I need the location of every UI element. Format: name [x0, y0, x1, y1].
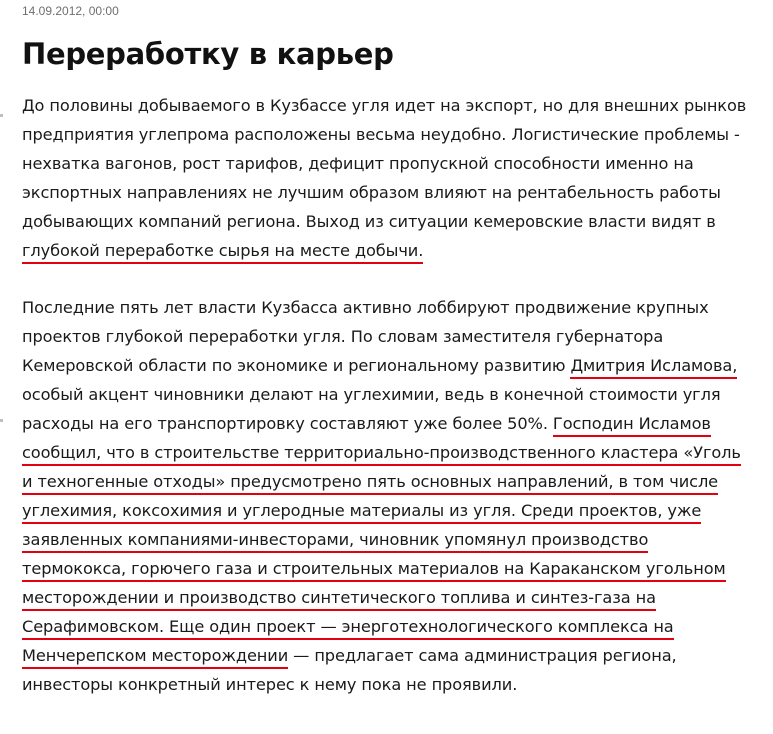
publication-date: 14.09.2012, 00:00 — [22, 4, 119, 18]
text-segment: добывающих компаний региона. Выход из ситуации кемеровские власти видят в — [22, 212, 716, 231]
highlighted-text: заявленных компаниями-инвесторами, чиновник упомянул производство — [22, 530, 648, 553]
highlighted-text: Господин Исламов — [553, 414, 711, 437]
text-line — [22, 438, 741, 467]
text-line — [22, 670, 741, 699]
text-line — [22, 641, 741, 670]
highlighted-text: глубокой переработке сырья на месте добычи. — [22, 241, 423, 264]
text-line — [22, 120, 746, 149]
highlighted-text: месторождении и производство синтетического топлива и синтез-газа на — [22, 588, 656, 611]
edge-mark — [0, 419, 3, 422]
text-segment: особый акцент чиновники делают на углехимии, ведь в конечной стоимости угля — [22, 385, 721, 404]
highlighted-text: углехимия, коксохимия и углеродные материалы из угля. Среди проектов, уже — [22, 501, 701, 524]
text-line — [22, 380, 741, 409]
highlighted-text: и техногенные отходы» предусмотрено пять основных направлений, в том числе — [22, 472, 718, 495]
edge-mark — [0, 114, 3, 117]
text-segment: нехватка вагонов, рост тарифов, дефицит пропускной способности именно на — [22, 154, 694, 173]
text-line — [22, 149, 746, 178]
text-line — [22, 467, 741, 496]
highlighted-text: сообщил, что в строительстве территориально-производственного кластера «Уголь — [22, 443, 741, 466]
text-line — [22, 293, 741, 322]
text-segment: Последние пять лет власти Кузбасса активно лоббируют продвижение крупных — [22, 298, 709, 317]
text-line — [22, 236, 746, 265]
text-segment: предприятия углепрома расположены весьма неудобно. Логистические проблемы - — [22, 125, 740, 144]
article-title: Переработку в карьер — [22, 37, 394, 71]
text-line — [22, 409, 741, 438]
text-line — [22, 583, 741, 612]
text-segment: Кемеровской области по экономике и региональному развитию — [22, 356, 571, 375]
text-line — [22, 612, 741, 641]
highlighted-text: Менчерепском месторождении — [22, 646, 288, 669]
text-line — [22, 525, 741, 554]
text-segment: инвесторы конкретный интерес к нему пока не проявили. — [22, 675, 518, 694]
text-line — [22, 178, 746, 207]
text-line — [22, 554, 741, 583]
text-line — [22, 496, 741, 525]
text-line — [22, 207, 746, 236]
highlighted-text: Дмитрия Исламова, — [570, 356, 737, 379]
text-segment: — предлагает сама администрация региона, — [288, 646, 677, 665]
text-line — [22, 322, 741, 351]
text-segment: расходы на его транспортировку составляют уже более 50%. — [22, 414, 553, 433]
text-segment: экспортных направлениях не лучшим образом влияют на рентабельность работы — [22, 183, 721, 202]
text-line — [22, 351, 741, 380]
text-segment: До половины добываемого в Кузбассе угля идет на экспорт, но для внешних рынков — [22, 96, 747, 115]
highlighted-text: термококса, горючего газа и строительных материалов на Караканском угольном — [22, 559, 726, 582]
paragraph-1 — [22, 91, 746, 265]
highlighted-text: Серафимовском. Еще один проект — энерготехнологического комплекса на — [22, 617, 674, 640]
text-line — [22, 91, 746, 120]
text-segment: проектов глубокой переработки угля. По словам заместителя губернатора — [22, 327, 664, 346]
paragraph-2 — [22, 293, 741, 699]
